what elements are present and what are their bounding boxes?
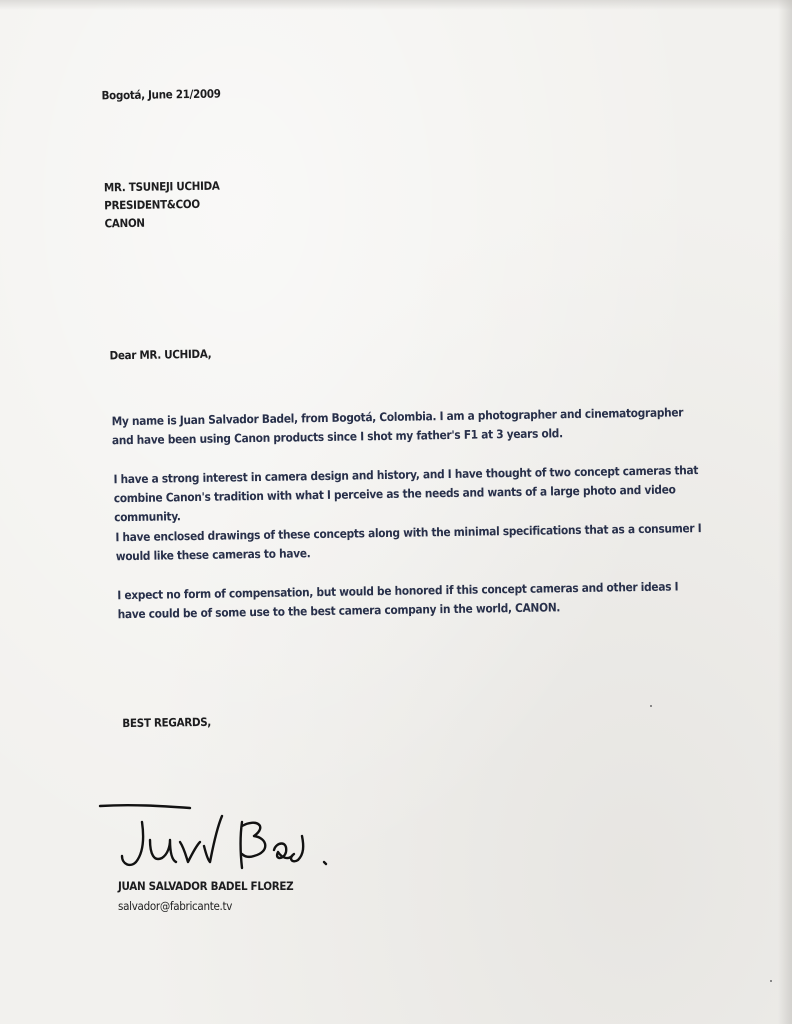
closing: BEST REGARDS, [122, 714, 212, 731]
paper-speck [770, 980, 772, 982]
paragraph-2: I have a strong interest in camera design and history, and I have thought of two concept cameras that combine Canon's tradition with what I perceive as the needs and wants of a large photo and video community. [113, 463, 699, 525]
sender-email: salvador@fabricante.tv [118, 899, 233, 913]
paragraph-3: I have enclosed drawings of these concepts along with the minimal specifications that as a consumer I would like these cameras to have. [115, 521, 702, 564]
recipient-company: CANON [104, 215, 145, 231]
salutation: Dear MR. UCHIDA, [109, 346, 212, 363]
recipient-title: PRESIDENT&COO [104, 196, 200, 213]
paper-speck [650, 705, 652, 707]
letter-date: Bogotá, June 21/2009 [101, 86, 221, 103]
paper-edge-right [778, 0, 792, 1024]
sender-name: JUAN SALVADOR BADEL FLOREZ [118, 879, 294, 893]
recipient-name: MR. TSUNEJI UCHIDA [103, 178, 220, 195]
paper-edge-top [0, 0, 792, 10]
signature-image [92, 796, 342, 882]
recipient-block [104, 177, 220, 233]
paragraph-4: I expect no form of compensation, but would be honored if this concept cameras and other ideas I have could be of some use to the best camera company in the world, CANON. [117, 579, 679, 622]
paragraph-1: My name is Juan Salvador Badel, from Bogotá, Colombia. I am a photographer and cinematographer and have been using Canon products since I shot my father's F1 at 3 years old. [111, 405, 684, 448]
